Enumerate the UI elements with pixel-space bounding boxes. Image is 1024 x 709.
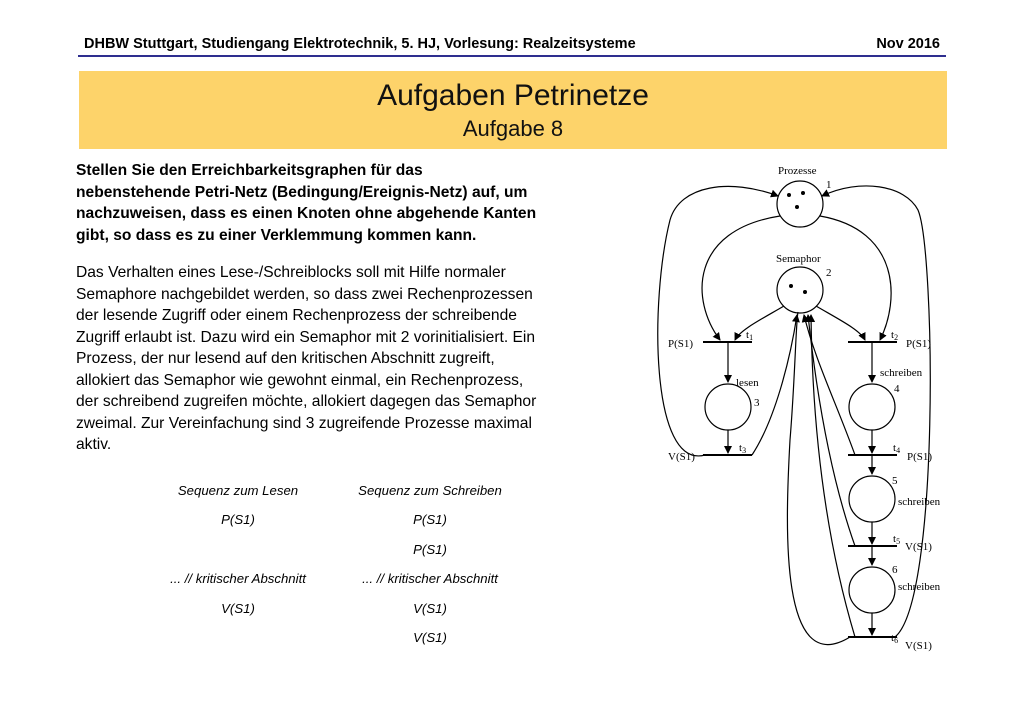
label-t2: P(S1)	[906, 338, 932, 350]
label-place-3: lesen	[736, 377, 759, 389]
description-line: der lesende Zugriff oder einem Rechenprozess der schreibende	[76, 307, 517, 324]
place-schreiben-4	[849, 384, 895, 430]
header-divider	[78, 55, 946, 57]
petri-net-diagram	[650, 150, 950, 680]
description-line: Das Verhalten eines Lese-/Schreiblocks soll mit Hilfe normaler	[76, 264, 506, 281]
name-t4: t4	[893, 442, 901, 455]
sequence-read-step	[138, 535, 338, 564]
sequence-write-step: P(S1)	[413, 512, 447, 528]
label-t5: V(S1)	[905, 541, 932, 553]
place-schreiben-5	[849, 476, 895, 522]
name-t5: t5	[893, 533, 901, 546]
label-t4: P(S1)	[907, 451, 933, 463]
task-line: gibt, so dass es zu einer Verklemmung kommen kann.	[76, 226, 477, 244]
header-course-title: DHBW Stuttgart, Studiengang Elektrotechnik, 5. HJ, Vorlesung: Realzeitsysteme	[84, 36, 636, 52]
number-place-6: 6	[892, 564, 898, 576]
description-line: der schreibend zugreifen möchte, allokiert dagegen das Semaphor	[76, 393, 537, 410]
description-line: allokiert das Semaphor wie gewohnt einmal, ein Rechenprozess,	[76, 371, 524, 389]
label-place-2: Semaphor	[776, 253, 821, 265]
place-schreiben-6	[849, 567, 895, 613]
label-place-1: Prozesse	[778, 165, 817, 177]
name-t6: t6	[891, 632, 899, 645]
number-place-4: 4	[894, 383, 900, 395]
sequence-write-step: V(S1)	[413, 600, 447, 616]
sequence-read	[138, 476, 338, 623]
task-line: nachzuweisen, dass es einen Knoten ohne abgehende Kanten	[76, 205, 537, 222]
description-line: Prozess, der nur lesend auf den kritischen Abschnitt zugreift,	[76, 350, 495, 367]
sequence-write-step: V(S1)	[413, 629, 447, 645]
task-line: nebenstehende Petri-Netz (Bedingung/Ereignis-Netz) auf, um	[76, 183, 528, 201]
description-line: Semaphore nachgebildet werden, so dass zwei Rechenprozessen	[76, 285, 533, 303]
sequence-read-step: ... // kritischer Abschnitt	[170, 571, 306, 587]
description-line: zweimal. Zur Vereinfachung sind 3 zugreifende Prozesse maximal	[76, 414, 532, 432]
task-description	[76, 262, 636, 456]
label-place-5: schreiben	[898, 496, 941, 508]
place-lesen	[705, 384, 751, 430]
description-line: Zugriff erlaubt ist. Dazu wird ein Semaphor mit 2 vorinitialisiert. Ein	[76, 328, 536, 346]
name-t3: t3	[739, 442, 747, 455]
number-place-1: 1	[826, 179, 832, 191]
label-t6: V(S1)	[905, 640, 932, 652]
label-t1: P(S1)	[668, 338, 694, 350]
page-title: Aufgaben Petrinetze	[377, 79, 649, 112]
number-place-3: 3	[754, 397, 760, 409]
label-place-4: schreiben	[880, 367, 923, 379]
sequence-write-step: P(S1)	[413, 541, 447, 557]
sequence-write-heading: Sequenz zum Schreiben	[358, 483, 502, 498]
name-t2: t2	[891, 329, 899, 342]
sequence-read-heading: Sequenz zum Lesen	[177, 483, 299, 498]
sequence-write-step: ... // kritischer Abschnitt	[362, 571, 498, 587]
title-banner	[79, 71, 947, 149]
label-place-6: schreiben	[898, 581, 941, 593]
description-line: aktiv.	[76, 436, 112, 453]
sequence-write	[330, 476, 530, 652]
label-t3: V(S1)	[668, 451, 695, 463]
number-place-5: 5	[892, 475, 898, 487]
header-date: Nov 2016	[876, 36, 940, 52]
place-prozesse	[777, 181, 823, 227]
sequence-read-step: V(S1)	[221, 600, 255, 616]
sequence-read-step: P(S1)	[221, 512, 255, 528]
name-t1: t1	[746, 329, 754, 342]
task-line: Stellen Sie den Erreichbarkeitsgraphen für das	[76, 162, 423, 179]
number-place-2: 2	[826, 267, 832, 279]
task-statement	[76, 160, 636, 246]
page-subtitle: Aufgabe 8	[462, 116, 564, 141]
